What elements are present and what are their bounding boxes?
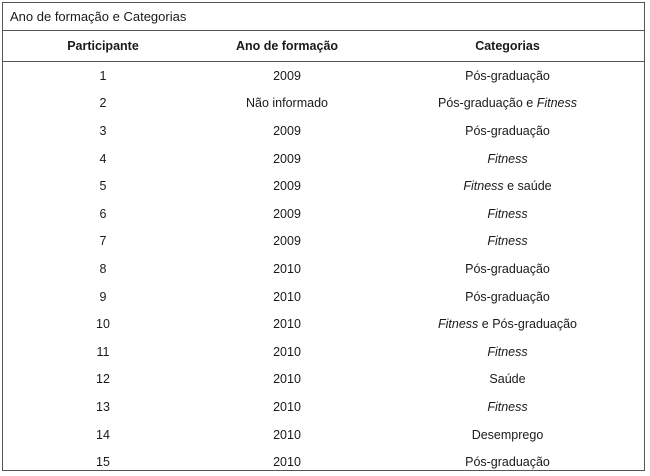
cell-year: 2009 [273, 151, 301, 166]
table-body [3, 62, 644, 476]
category-term-italic: Fitness [487, 151, 528, 166]
cell-year: 2009 [273, 179, 301, 194]
cell-category [371, 117, 644, 145]
category-text: Pós-graduação [465, 123, 550, 138]
header-participant: Participante [3, 31, 203, 62]
cell-year: 2010 [273, 399, 301, 414]
cell-year: 2009 [273, 123, 301, 138]
cell-participant: 2 [99, 96, 107, 111]
table-row [3, 448, 644, 476]
cell-category [371, 393, 644, 421]
category-text: e Pós-graduação [478, 317, 577, 332]
table-caption: Ano de formação e Categorias [3, 3, 644, 31]
table-row [3, 393, 644, 421]
cell-year: 2009 [273, 234, 301, 249]
table-row [3, 283, 644, 311]
table-row [3, 338, 644, 366]
cell-year: 2010 [273, 427, 301, 442]
cell-category [371, 228, 644, 256]
table-header [3, 31, 644, 62]
cell-category [371, 90, 644, 118]
cell-category [371, 310, 644, 338]
cell-category [371, 421, 644, 449]
category-term-italic: Fitness [487, 206, 528, 221]
category-text: Pós-graduação [465, 261, 550, 276]
cell-category [371, 200, 644, 228]
category-term-italic: Fitness [487, 234, 528, 249]
table-row [3, 421, 644, 449]
cell-year: Não informado [246, 96, 328, 111]
table-row [3, 228, 644, 256]
cell-participant: 14 [96, 427, 110, 442]
cell-participant: 1 [99, 68, 107, 83]
header-category: Categorias [371, 31, 644, 62]
cell-year: 2010 [273, 372, 301, 387]
cell-participant: 7 [99, 234, 107, 249]
table-row [3, 145, 644, 173]
cell-year: 2009 [273, 206, 301, 221]
cell-category [371, 448, 644, 476]
cell-category [371, 366, 644, 394]
header-year: Ano de formação [203, 31, 371, 62]
cell-year: 2010 [273, 344, 301, 359]
cell-participant: 4 [99, 151, 107, 166]
header-row [3, 31, 644, 62]
category-term-italic: Fitness [438, 317, 479, 332]
cell-year: 2010 [273, 289, 301, 304]
cell-category [371, 255, 644, 283]
cell-participant: 11 [96, 344, 110, 359]
category-text: Pós-graduação [465, 68, 550, 83]
cell-year: 2010 [273, 261, 301, 276]
table-row [3, 310, 644, 338]
cell-participant: 15 [96, 455, 110, 470]
category-term-italic: Fitness [463, 179, 504, 194]
cell-year: 2010 [273, 455, 301, 470]
category-text: Pós-graduação [465, 289, 550, 304]
table-row [3, 62, 644, 90]
cell-category [371, 172, 644, 200]
cell-participant: 6 [99, 206, 107, 221]
cell-participant: 13 [96, 399, 110, 414]
cell-participant: 12 [96, 372, 110, 387]
category-term-italic: Fitness [487, 344, 528, 359]
data-table-frame [2, 2, 645, 471]
table-row [3, 90, 644, 118]
cell-category [371, 283, 644, 311]
cell-category [371, 145, 644, 173]
table-row [3, 172, 644, 200]
table-row [3, 366, 644, 394]
category-term-italic: Fitness [487, 399, 528, 414]
category-text: Pós-graduação e [438, 96, 537, 111]
data-table [3, 31, 644, 476]
category-text: Desemprego [471, 427, 544, 442]
cell-year: 2009 [273, 68, 301, 83]
category-text: e saúde [503, 179, 552, 194]
table-row [3, 200, 644, 228]
table-row [3, 117, 644, 145]
cell-category [371, 62, 644, 90]
table-row [3, 255, 644, 283]
category-text: Pós-graduação [465, 455, 550, 470]
category-term-italic: Fitness [536, 96, 577, 111]
cell-category [371, 338, 644, 366]
cell-participant: 5 [99, 179, 107, 194]
cell-participant: 10 [96, 317, 110, 332]
cell-participant: 8 [99, 261, 107, 276]
category-text: Saúde [489, 372, 526, 387]
cell-year: 2010 [273, 317, 301, 332]
cell-participant: 9 [99, 289, 107, 304]
cell-participant: 3 [99, 123, 107, 138]
